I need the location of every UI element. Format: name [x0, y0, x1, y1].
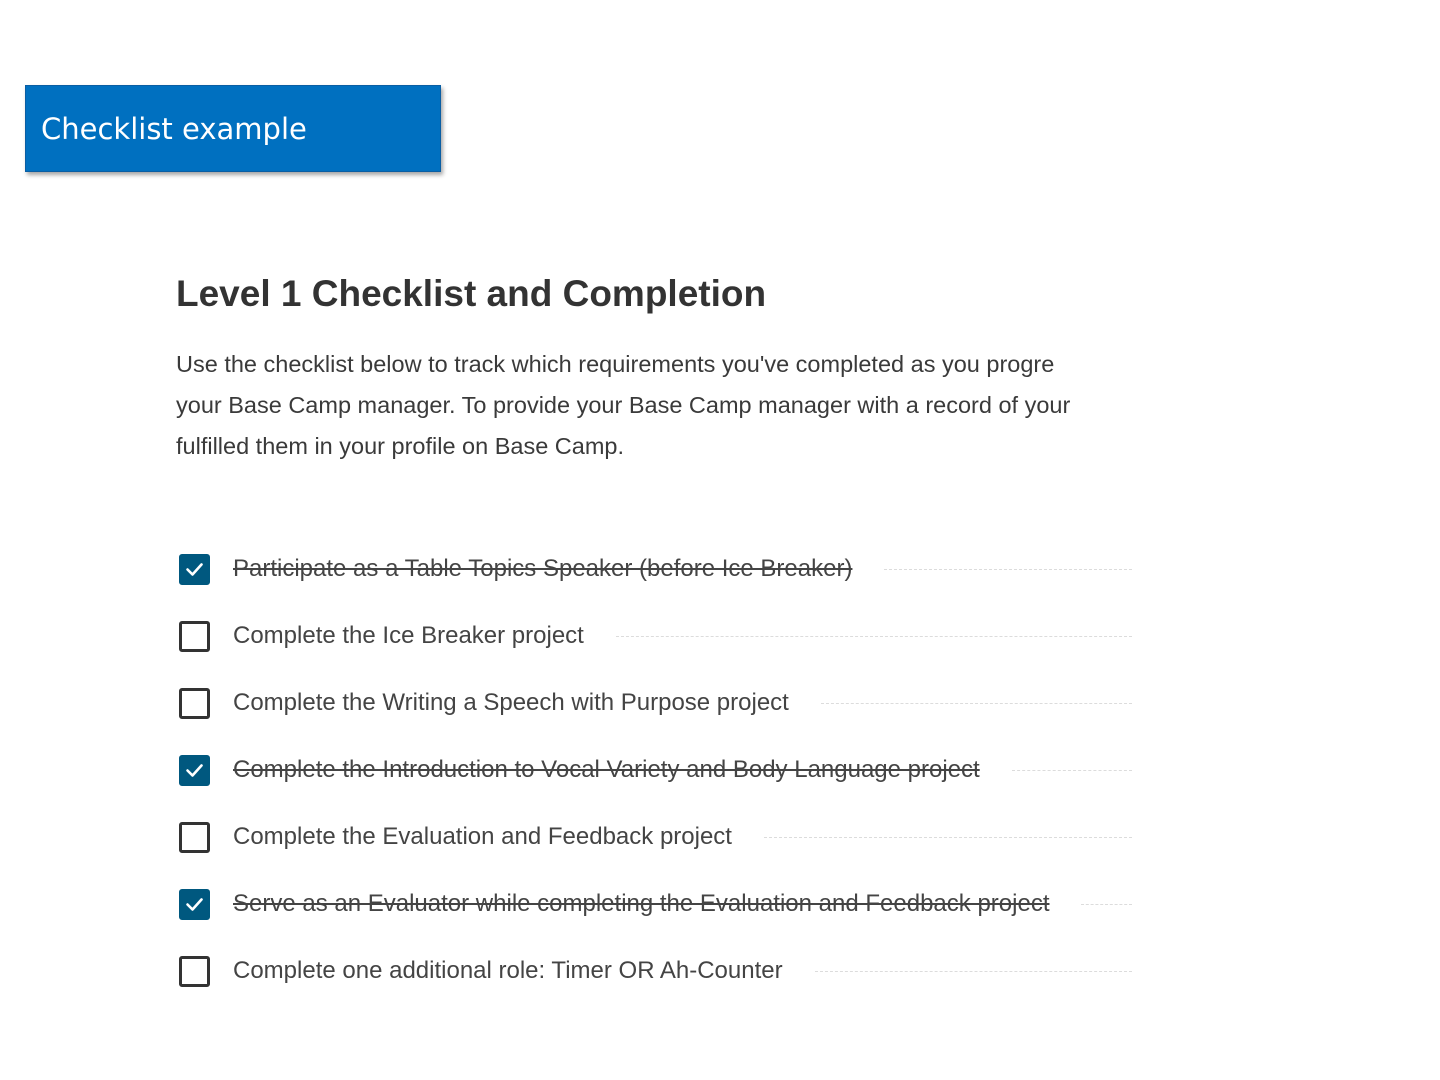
dotted-leader	[1081, 904, 1132, 905]
dotted-leader	[1012, 770, 1132, 771]
checklist-item	[176, 882, 1132, 949]
checklist-item-label: Complete the Ice Breaker project	[233, 622, 584, 649]
checklist-item-label: Serve as an Evaluator while completing the Evaluation and Feedback project	[233, 890, 1050, 917]
dotted-leader	[821, 703, 1132, 704]
dotted-leader	[764, 837, 1132, 838]
checkbox[interactable]	[179, 755, 210, 786]
checkmark-icon	[184, 894, 205, 915]
checkbox[interactable]	[179, 688, 210, 719]
checklist-item-label: Complete the Writing a Speech with Purpose project	[233, 689, 789, 716]
checklist-item	[176, 815, 1132, 882]
checkmark-icon	[184, 559, 205, 580]
checklist-example-banner	[25, 85, 441, 172]
intro-line: fulfilled them in your profile on Base Camp.	[176, 433, 625, 459]
intro-line: Use the checklist below to track which requirements you've completed as you progre	[176, 351, 1055, 377]
dotted-leader	[815, 971, 1132, 972]
checklist-item	[176, 748, 1132, 815]
checklist-panel	[176, 270, 1132, 1010]
checklist-item-label: Complete the Evaluation and Feedback project	[233, 823, 732, 850]
checkbox[interactable]	[179, 889, 210, 920]
checkbox[interactable]	[179, 554, 210, 585]
checkbox[interactable]	[179, 956, 210, 987]
checklist-item-label: Complete the Introduction to Vocal Variety and Body Language project	[233, 756, 980, 783]
dotted-leader	[616, 636, 1132, 637]
intro-line: your Base Camp manager. To provide your Base Camp manager with a record of your	[176, 392, 1071, 418]
checklist-item	[176, 614, 1132, 681]
intro-paragraph	[176, 344, 1132, 467]
requirements-checklist	[176, 547, 1132, 1010]
checklist-item-label: Complete one additional role: Timer OR Ah-Counter	[233, 957, 783, 984]
banner-label: Checklist example	[41, 112, 307, 146]
checklist-item-label: Participate as a Table Topics Speaker (before Ice Breaker)	[233, 555, 853, 582]
page-title: Level 1 Checklist and Completion	[176, 273, 767, 314]
checklist-item	[176, 547, 1132, 614]
dotted-leader	[884, 569, 1132, 570]
checklist-item	[176, 681, 1132, 748]
checkbox[interactable]	[179, 621, 210, 652]
checklist-item	[176, 949, 1132, 1010]
checkbox[interactable]	[179, 822, 210, 853]
checkmark-icon	[184, 760, 205, 781]
